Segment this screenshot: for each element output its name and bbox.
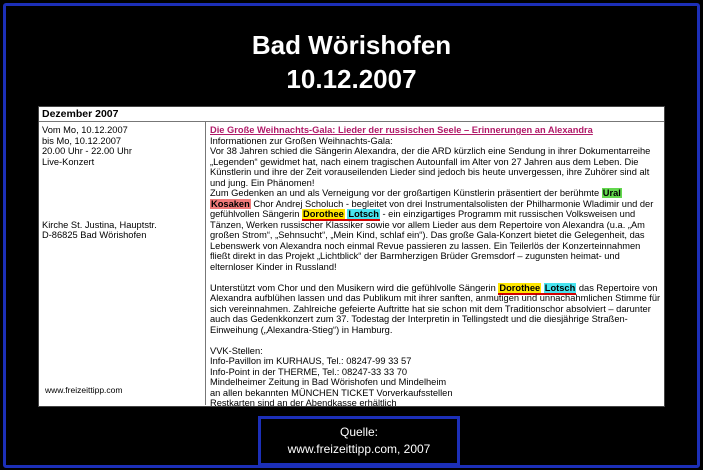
column-divider <box>205 122 206 405</box>
date-to: bis Mo, 10.12.2007 <box>42 135 122 146</box>
highlight-lotsch: Lotsch <box>348 209 379 219</box>
paragraph-3-part-a: Unterstützt vom Chor und den Musikern wird die gefühlvolle Sängerin <box>210 282 496 293</box>
paragraph-3-part-b: das Repertoire von Alexandra aufblühen lassen und das Publikum mit ihrer sanften, anmutigen und unnachahmlichen Stimme für sich vereinnahmen. Zahlreiche gefeierte Auftritte hat sie schon mit dem Traditionschor absolviert – darunter auch das Gedenkkonzert zum 37. Todestag der Interpretin in Tellingstedt und die diesjährige Straßen-Einweihung („Alexandra-Stieg“) in Hamburg. <box>210 282 661 335</box>
highlight-dorothee: Dorothee <box>303 209 344 219</box>
source-label: Quelle: <box>339 425 379 439</box>
event-category: Live-Konzert <box>42 156 95 167</box>
website-link[interactable]: www.freizeittipp.com <box>45 384 123 395</box>
month-header: Dezember 2007 <box>39 107 664 122</box>
event-description-column <box>210 125 662 409</box>
venue-line-2: D-86825 Bad Wörishofen <box>42 230 147 240</box>
paragraph-2-part-a: Zum Gedenken an und als Verneigung vor der großartigen Künstlerin präsentiert der berühmte <box>210 188 600 198</box>
highlight-lotsch-2: Lotsch <box>544 282 576 293</box>
paragraph-2-part-b: Chor Andrej Scholuch - begleitet von drei Instrumentalsolisten der Philharmonie Wladimir und der gefühlvollen Sängerin <box>210 198 654 219</box>
vvk-line-2: Info-Point in der THERME, Tel.: 08247-33 33 70 <box>210 366 408 377</box>
source-box <box>258 416 460 466</box>
highlight-ural: Ural <box>602 188 621 198</box>
paragraph-3 <box>210 283 662 336</box>
event-listing-screenshot <box>38 106 665 407</box>
paragraph-1: Vor 38 Jahren schied die Sängerin Alexandra, der die ARD kürzlich eine Sendung in ihrer Dokumentarreihe „Legenden“ gewidmet hat, nach einem tragischen Autounfall im Alter von 27 Jahren aus dem Leben. Die Künstlerin und ihre der Zeit vorauseilenden Lieder sind jedoch bis heute unvergessen, ihre Zuhörer sind alt und jung. Ein Phänomen! <box>210 146 651 188</box>
paragraph-2-part-c: - ein einzigartiges Programm mit russischen Volksweisen und Tänzen, Werken russischer Klassiker sowie vor allem Lieder aus dem Repertoire von Alexandra (u.a. „Am großen Strom“, „Sehnsucht“, „Mein Kind, schlaf ein“). Das große Gala-Konzert bietet die Gelegenheit, das Lebenswerk von Alexandra noch einmal Revue passieren zu lassen. Ein Teilerlös der Konzerteinnahmen fließt direkt in das Projekt „Lichtblick“ der Barmherzigen Brüder Gremsdorf – zugunsten heimat- und elternloser Kinder in Russland! <box>210 209 645 272</box>
vvk-line-5: Restkarten sind an der Abendkasse erhältlich <box>210 398 397 408</box>
event-time: 20.00 Uhr - 22.00 Uhr <box>42 146 132 156</box>
vvk-line-1: Info-Pavillon im KURHAUS, Tel.: 08247-99 33 57 <box>210 356 412 366</box>
vvk-line-4: an allen bekannten MÜNCHEN TICKET Vorverkaufsstellen <box>210 387 453 398</box>
vvk-line-3: Mindelheimer Zeitung in Bad Wörishofen und Mindelheim <box>210 377 447 387</box>
event-intro: Informationen zur Großen Weihnachts-Gala: <box>210 135 393 146</box>
date-from: Vom Mo, 10.12.2007 <box>42 125 128 135</box>
highlight-kosaken: Kosaken <box>211 198 250 209</box>
paragraph-2 <box>210 188 662 272</box>
event-meta-column <box>42 125 202 403</box>
highlight-dorothee-2: Dorothee <box>499 282 541 293</box>
vvk-title: VVK-Stellen: <box>210 345 263 356</box>
venue-line-1: Kirche St. Justina, Hauptstr. <box>42 219 157 230</box>
page-date: 10.12.2007 <box>286 64 417 94</box>
page-title: Bad Wörishofen <box>251 30 452 60</box>
event-title-link[interactable]: Die Große Weihnachts-Gala: Lieder der russischen Seele – Erinnerungen an Alexandra <box>210 125 593 135</box>
source-url: www.freizeittipp.com, 2007 <box>287 442 431 456</box>
